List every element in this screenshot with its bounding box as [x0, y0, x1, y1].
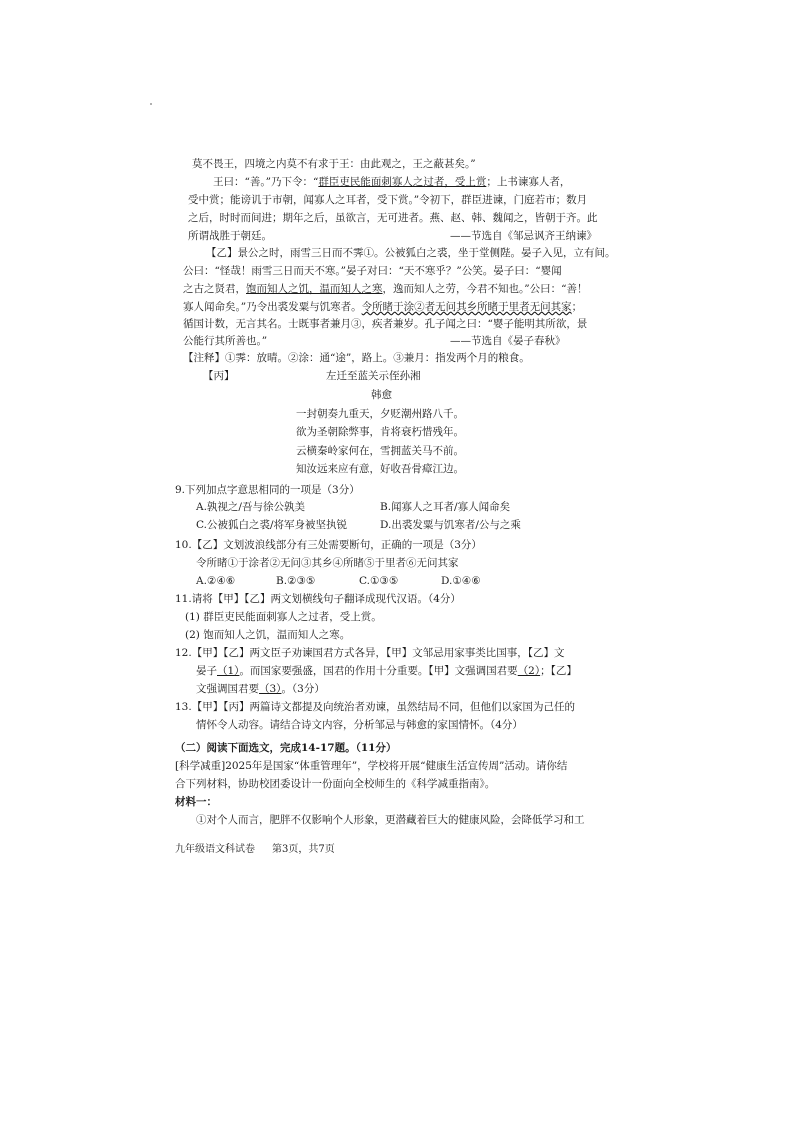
jia-line-2-pre: 王曰：“善。”乃下令：“ [213, 176, 319, 188]
q9-option-a: A.孰视之/吾与徐公孰美 [196, 501, 305, 513]
q12-line-3-post: 。（3分） [281, 683, 325, 695]
poem-line-1: 一封朝奏九重天，夕贬潮州路八千。 [296, 408, 464, 420]
section-2-intro-2: 合下列材料，协助校团委设计一份面向全校师生的《科学减重指南》。 [175, 778, 496, 790]
yi-line-6: 公能行其所善也。” [183, 335, 268, 347]
yi-line-3-post: ，逸而知人之劳，今君不知也。”公曰：“善！ [382, 283, 588, 295]
footer-page-number: 第3页，共7页 [272, 844, 335, 855]
poem-title: 左迁至蓝关示侄孙湘 [326, 370, 421, 382]
jia-line-5: 所谓战胜于朝廷。 [188, 230, 272, 242]
q12-line-2-end: ；【乙】 [540, 665, 577, 677]
q12-blank-2: （2） [517, 665, 541, 677]
q9-option-c: C.公被狐白之裘/将军身被坚执锐 [196, 519, 348, 531]
bing-label: 【丙】 [203, 370, 235, 382]
q11-item-2: (2) 饱而知人之饥，温而知人之寒。 [185, 629, 351, 641]
yi-line-5: 循国计数，无言其名。士既事者兼月③，疾者兼岁。孔子闻之曰：“婴子能明其所欲，景 [183, 318, 588, 330]
poem-line-4: 知汝远来应有意，好收吾骨瘴江边。 [296, 463, 464, 475]
yi-line-4-post: ； [571, 301, 583, 313]
yi-source: ——节选自《晏子春秋》 [450, 335, 566, 347]
q12-line-3-pre: 文强调国君要 [196, 683, 259, 695]
yi-line-4-pre: 寡人闻命矣。”乃令出裘发粟与饥寒者。 [183, 301, 362, 313]
q10-sentence: 令所睹①于涂者②无问③其乡④所睹⑤于里者⑥无问其家 [196, 557, 459, 569]
q12-line-3 [196, 682, 325, 696]
q10-option-c: C.①③⑤ [359, 575, 399, 587]
yi-line-3-pre: 之古之贤君， [183, 283, 246, 295]
q12-line-2 [196, 664, 577, 678]
q11-item-1: (1) 群臣吏民能面刺寡人之过者，受上赏。 [185, 611, 382, 623]
jia-line-2 [213, 175, 570, 189]
jia-line-1: 莫不畏王，四境之内莫不有求于王：由此观之，王之蔽甚矣。” [192, 158, 476, 170]
poem-line-2: 欲为圣朝除弊事，肯将衰朽惜残年。 [296, 426, 464, 438]
q9-option-d: D.出裘发粟与饥寒者/公与之乘 [380, 519, 521, 531]
yi-line-1: 【乙】景公之时，雨雪三日而不霁①。公被狐白之裘，坐于堂侧陛。晏子入见，立有间。 [206, 247, 616, 259]
yi-annotation: 【注释】①霁：放晴。②涂：通“途”，路上。③兼月：指发两个月的粮食。 [183, 352, 530, 364]
question-10: 10.【乙】文划波浪线部分有三处需要断句，正确的一项是（3分） [175, 539, 482, 551]
q13-line-2: 情怀令人动容。请结合诗文内容，分析邹忌与韩愈的家国情怀。（4分） [196, 719, 523, 731]
poem-author: 韩愈 [371, 389, 392, 401]
material-1-label: 材料一： [175, 796, 217, 808]
q10-option-b: B.②③⑤ [276, 575, 316, 587]
jia-underlined-sentence: 群臣吏民能面刺寡人之过者，受上赏 [318, 176, 487, 188]
question-13: 13.【甲】【丙】两篇诗文都提及向统治者劝谏，虽然结局不同，但他们以家国为己任的 [175, 701, 575, 713]
jia-line-2-post: ；上书谏寡人者， [486, 176, 571, 188]
yi-line-4 [183, 300, 582, 314]
q12-blank-3: （3） [259, 683, 282, 695]
q10-option-d: D.①④⑥ [441, 575, 481, 587]
scan-speck [150, 103, 152, 105]
question-12: 12.【甲】【乙】两文臣子劝谏国君方式各异，【甲】文邹忌用家事类比国事，【乙】文 [175, 647, 565, 659]
yi-underlined-sentence: 饱而知人之饥，温而知人之寒 [246, 283, 383, 295]
yi-line-2: 公曰：“怪哉！雨雪三日而天不寒。”晏子对曰：“天不寒乎？”公笑。晏子曰：“婴闻 [183, 265, 562, 277]
footer-exam-title: 九年级语文科试卷 [175, 844, 255, 855]
jia-source: ——节选自《邹忌讽齐王纳谏》 [450, 230, 597, 242]
question-11: 11.请将【甲】【乙】两文划横线句子翻译成现代汉语。（4分） [175, 593, 461, 605]
q12-line-2-post: 。而国家要强盛，国君的作用十分重要。【甲】文强调国君要 [239, 665, 518, 677]
yi-wavy-sentence: 令所睹于涂②者无问其乡所睹于里者无问其家 [361, 301, 572, 313]
material-1-line-1: ①对个人而言，肥胖不仅影响个人形象，更潜藏着巨大的健康风险，会降低学习和工 [196, 814, 585, 826]
question-9: 9.下列加点字意思相同的一项是（3分） [175, 484, 360, 496]
jia-line-3: 受中赏；能谤讥于市朝，闻寡人之耳者，受下赏。”令初下，群臣进谏，门庭若市；数月 [188, 194, 588, 206]
poem-line-3: 云横秦岭家何在，雪拥蓝关马不前。 [296, 445, 464, 457]
yi-line-3 [183, 282, 588, 296]
q10-option-a: A.②④⑥ [196, 575, 236, 587]
q9-option-b: B.闻寡人之耳者/寡人闻命矣 [380, 501, 511, 513]
section-2-heading: （二）阅读下面选文，完成14-17题。（11分） [175, 742, 397, 754]
jia-line-4: 之后，时时而间进；期年之后，虽欲言，无可进者。燕、赵、韩、魏闻之，皆朝于齐。此 [188, 212, 598, 224]
q12-blank-1: （1） [217, 665, 240, 677]
q12-line-2-pre: 晏子 [196, 665, 217, 677]
section-2-intro-1: [科学减重]2025年是国家“体重管理年”，学校将开展“健康生活宣传周”活动。请你结 [175, 760, 568, 772]
